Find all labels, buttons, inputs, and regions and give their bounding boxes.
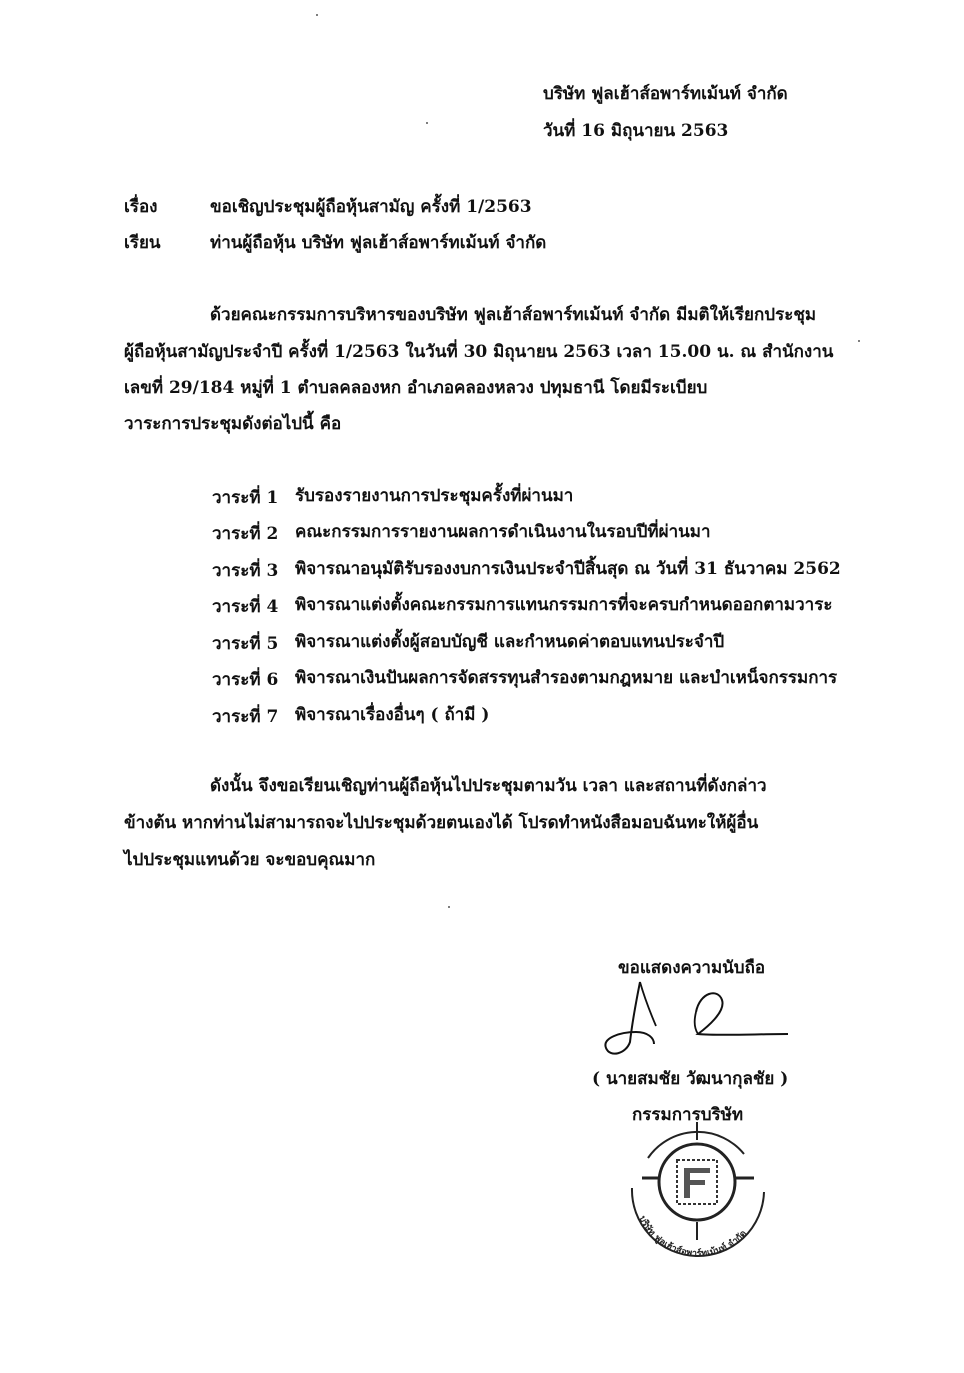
agenda-item-5-number: วาระที่ 5 — [212, 634, 279, 654]
agenda-item-6-number: วาระที่ 6 — [212, 670, 279, 690]
intro-line-1: ด้วยคณะกรรมการบริหารของบริษัท ฟูลเฮ้าส์อพาร์ทเม้นท์ จำกัด มีมติให้เรียกประชุม — [210, 305, 817, 325]
handwritten-signature — [596, 972, 796, 1077]
agenda-item-1-number: วาระที่ 1 — [212, 488, 279, 508]
scan-speck — [426, 122, 428, 124]
closing-line-1: ดังนั้น จึงขอเรียนเชิญท่านผู้ถือหุ้นไปประชุมตามวัน เวลา และสถานที่ดังกล่าว — [210, 776, 767, 796]
agenda-item-4-text: พิจารณาแต่งตั้งคณะกรรมการแทนกรรมการที่จะครบกำหนดออกตามวาระ — [295, 595, 833, 615]
subject-label: เรื่อง — [124, 197, 158, 217]
agenda-item-6-text: พิจารณาเงินปันผลการจัดสรรทุนสำรองตามกฎหมาย และบำเหน็จกรรมการ — [295, 668, 838, 688]
svg-text:บริษัท ฟูลเฮ้าส์อพาร์ทเม้นท์ จ: บริษัท ฟูลเฮ้าส์อพาร์ทเม้นท์ จำกัด — [636, 1214, 750, 1260]
signatory-title: กรรมการบริษัท — [632, 1105, 744, 1125]
closing-line-3: ไปประชุมแทนด้วย จะขอบคุณมาก — [124, 850, 376, 870]
agenda-item-2-number: วาระที่ 2 — [212, 524, 279, 544]
agenda-item-4-number: วาระที่ 4 — [212, 597, 279, 617]
intro-line-2: ผู้ถือหุ้นสามัญประจำปี ครั้งที่ 1/2563 ในวันที่ 30 มิถุนายน 2563 เวลา 15.00 น. ณ สำนักงาน — [124, 342, 834, 362]
recipient-text: ท่านผู้ถือหุ้น บริษัท ฟูลเฮ้าส์อพาร์ทเม้นท์ จำกัด — [210, 233, 547, 253]
intro-line-4: วาระการประชุมดังต่อไปนี้ คือ — [124, 414, 342, 434]
intro-line-3: เลขที่ 29/184 หมู่ที่ 1 ตำบลคลองหก อำเภอคลองหลวง ปทุมธานี โดยมีระเบียบ — [124, 378, 708, 398]
scan-speck — [316, 14, 318, 16]
agenda-item-3-text: พิจารณาอนุมัติรับรองงบการเงินประจำปีสิ้นสุด ณ วันที่ 31 ธันวาคม 2562 — [295, 559, 841, 579]
agenda-item-2-text: คณะกรรมการรายงานผลการดำเนินงานในรอบปีที่ผ่านมา — [295, 522, 711, 542]
agenda-item-1-text: รับรองรายงานการประชุมครั้งที่ผ่านมา — [295, 486, 574, 506]
closing-line-2: ข้างต้น หากท่านไม่สามารถจะไปประชุมด้วยตนเองได้ โปรดทำหนังสือมอบฉันทะให้ผู้อื่น — [124, 813, 759, 833]
agenda-item-7-text: พิจารณาเรื่องอื่นๆ ( ถ้ามี ) — [295, 705, 490, 725]
company-seal-icon — [622, 1110, 772, 1262]
company-name-header: บริษัท ฟูลเฮ้าส์อพาร์ทเม้นท์ จำกัด — [543, 84, 788, 104]
scan-speck — [448, 906, 450, 908]
recipient-label: เรียน — [124, 233, 161, 253]
agenda-item-3-number: วาระที่ 3 — [212, 561, 279, 581]
letter-date: วันที่ 16 มิถุนายน 2563 — [543, 121, 729, 141]
regards-text: ขอแสดงความนับถือ — [618, 958, 766, 978]
signatory-name: ( นายสมชัย วัฒนากุลชัย ) — [592, 1069, 789, 1089]
scan-speck — [858, 340, 860, 342]
subject-text: ขอเชิญประชุมผู้ถือหุ้นสามัญ ครั้งที่ 1/2563 — [210, 197, 532, 217]
agenda-item-5-text: พิจารณาแต่งตั้งผู้สอบบัญชี และกำหนดค่าตอบแทนประจำปี — [295, 632, 725, 652]
agenda-item-7-number: วาระที่ 7 — [212, 707, 279, 727]
